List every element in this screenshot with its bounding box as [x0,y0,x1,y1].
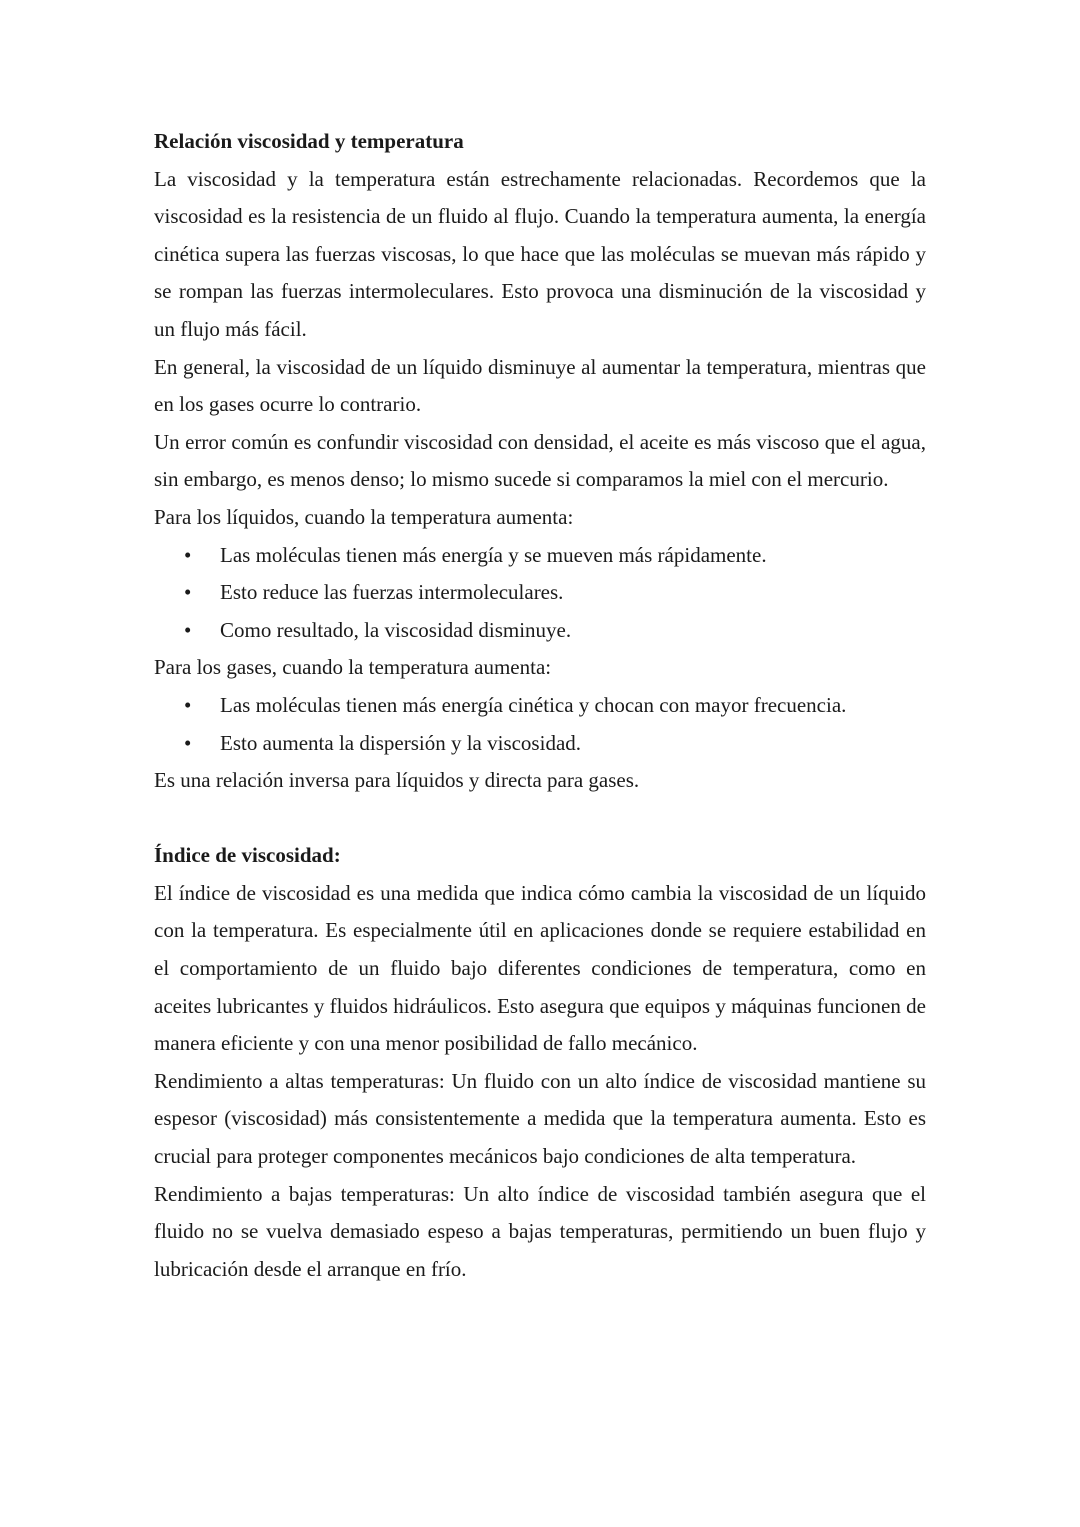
bullet-icon: • [184,692,192,717]
list-item: • Como resultado, la viscosidad disminuye. [154,612,926,650]
gases-intro: Para los gases, cuando la temperatura aumenta: [154,655,552,680]
document-page [154,123,926,1288]
section-heading-viscosity-index: Índice de viscosidad: [154,843,341,868]
paragraph-conclusion: Es una relación inversa para líquidos y directa para gases. [154,768,640,793]
liquids-list [154,537,926,650]
bullet-icon: • [184,542,192,567]
paragraph-high-temperature: Rendimiento a altas temperaturas: Un fluido con un alto índice de viscosidad mantiene su espesor (viscosidad) más consistentemente a medida que la temperatura aumenta. Esto es crucial para proteger componentes mecánicos bajo condiciones de alta temperatura. [154,1068,926,1169]
paragraph-low-temperature: Rendimiento a bajas temperaturas: Un alto índice de viscosidad también asegura que el fluido no se vuelva demasiado espeso a bajas temperaturas, permitiendo un buen flujo y lubricación desde el arranque en frío. [154,1181,926,1281]
paragraph-common-error: Un error común es confundir viscosidad con densidad, el aceite es más viscoso que el agua, sin embargo, es menos denso; lo mismo sucede si comparamos la miel con el mercurio. [154,429,926,492]
bullet-icon: • [184,730,192,755]
section-heading-viscosity-temperature: Relación viscosidad y temperatura [154,129,464,153]
liquids-intro: Para los líquidos, cuando la temperatura aumenta: [154,504,574,529]
list-item: • Las moléculas tienen más energía cinética y chocan con mayor frecuencia. [154,687,926,725]
section-spacer [154,800,926,838]
bullet-icon: • [184,617,192,642]
list-item: • Esto reduce las fuerzas intermoleculares. [154,574,926,612]
paragraph-index-definition: El índice de viscosidad es una medida que indica cómo cambia la viscosidad de un líquido con la temperatura. Es especialmente útil en aplicaciones donde se requiere estabilidad en el comportamiento de un fluido bajo diferentes condiciones de temperatura, como en aceites lubricantes y fluidos hidráulicos. Esto asegura que equipos y máquinas funcionen de manera eficiente y con una menor posibilidad de fallo mecánico. [154,880,926,1056]
gases-list [154,687,926,762]
paragraph-general: En general, la viscosidad de un líquido disminuye al aumentar la temperatura, mientras que en los gases ocurre lo contrario. [154,354,926,417]
bullet-icon: • [184,580,192,605]
list-item: • Esto aumenta la dispersión y la viscosidad. [154,725,926,763]
list-item: • Las moléculas tienen más energía y se mueven más rápidamente. [154,537,926,575]
paragraph-intro: La viscosidad y la temperatura están estrechamente relacionadas. Recordemos que la viscosidad es la resistencia de un fluido al flujo. Cuando la temperatura aumenta, la energía cinética supera las fuerzas viscosas, lo que hace que las moléculas se muevan más rápido y se rompan las fuerzas intermoleculares. Esto provoca una disminución de la viscosidad y un flujo más fácil. [154,166,926,341]
